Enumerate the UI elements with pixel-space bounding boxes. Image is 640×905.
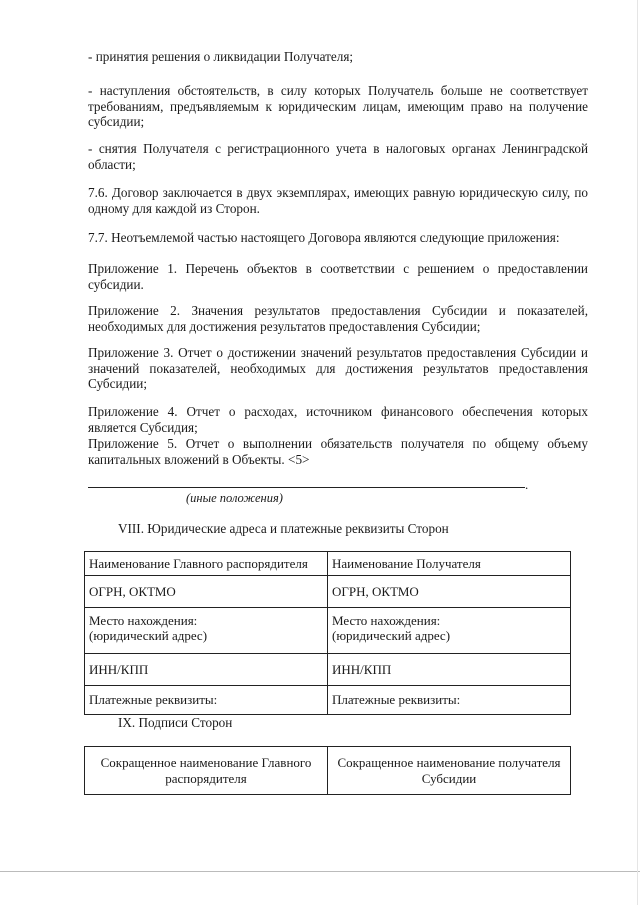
requisites-table <box>84 551 571 715</box>
clause-7-6: 7.6. Договор заключается в двух экземплярах, имеющих равную юридическую силу, по одному для каждой из Сторон. <box>88 185 588 216</box>
table-row <box>85 747 571 795</box>
appendix-2: Приложение 2. Значения результатов предоставления Субсидии и показателей, необходимых для достижения результатов предоставления Субсидии; <box>88 303 588 334</box>
clause-deregistration: - снятия Получателя с регистрационного учета в налоговых органах Ленинградской области; <box>88 141 588 172</box>
table-cell: Платежные реквизиты: <box>328 686 571 715</box>
table-row <box>85 654 571 686</box>
appendix-3: Приложение 3. Отчет о достижении значений результатов предоставления Субсидии и значений показателей, необходимых для достижения результатов предоставления Субсидии; <box>88 345 588 391</box>
table-cell: Наименование Получателя <box>328 552 571 576</box>
appendix-4: Приложение 4. Отчет о расходах, источником финансового обеспечения которых является Субсидия; <box>88 404 588 435</box>
scan-edge-line <box>0 871 640 872</box>
clause-7-7: 7.7. Неотъемлемой частью настоящего Договора являются следующие приложения: <box>88 230 560 245</box>
signatures-table <box>84 746 571 795</box>
section-8-heading: VIII. Юридические адреса и платежные реквизиты Сторон <box>118 521 449 536</box>
table-cell: ОГРН, ОКТМО <box>85 576 328 608</box>
table-cell: Платежные реквизиты: <box>85 686 328 715</box>
clause-circumstances: - наступления обстоятельств, в силу которых Получатель больше не соответствует требованиям, предъявляемым к юридическим лицам, имеющим право на получение субсидии; <box>88 83 588 129</box>
table-row <box>85 608 571 654</box>
clause-liquidation: - принятия решения о ликвидации Получателя; <box>88 49 354 64</box>
section-9-heading: IX. Подписи Сторон <box>118 715 233 730</box>
table-cell: ОГРН, ОКТМО <box>328 576 571 608</box>
line-end-mark: . <box>525 477 529 492</box>
appendix-5: Приложение 5. Отчет о выполнении обязательств получателя по общему объему капитальных вложений в Объекты. <5> <box>88 436 588 467</box>
table-row <box>85 552 571 576</box>
signature-left-cell: Сокращенное наименование Главного распорядителя <box>85 747 328 795</box>
table-row <box>85 576 571 608</box>
table-cell: Место нахождения: (юридический адрес) <box>85 608 328 654</box>
table-row <box>85 686 571 715</box>
other-provisions-line <box>88 487 525 488</box>
table-cell: ИНН/КПП <box>328 654 571 686</box>
table-cell: Место нахождения: (юридический адрес) <box>328 608 571 654</box>
table-cell: ИНН/КПП <box>85 654 328 686</box>
table-cell: Наименование Главного распорядителя <box>85 552 328 576</box>
signature-right-cell: Сокращенное наименование получателя Субсидии <box>328 747 571 795</box>
appendix-1: Приложение 1. Перечень объектов в соответствии с решением о предоставлении субсидии. <box>88 261 588 292</box>
scan-edge-right <box>637 0 638 905</box>
other-provisions-caption: (иные положения) <box>186 491 283 505</box>
